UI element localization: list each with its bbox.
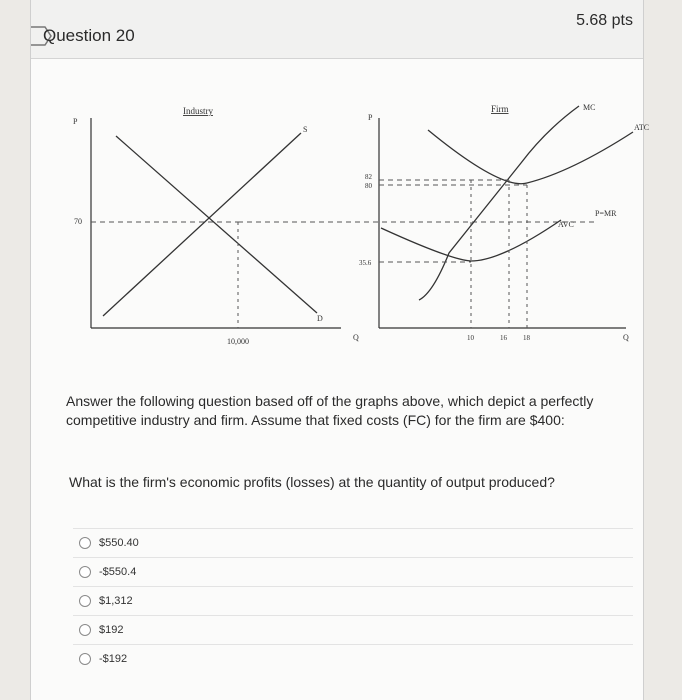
demand-label: D bbox=[317, 314, 323, 323]
q10-label: 10 bbox=[467, 334, 474, 342]
mc-curve bbox=[419, 106, 579, 300]
answer-label: $550.40 bbox=[99, 537, 139, 549]
industry-graph bbox=[73, 106, 359, 346]
industry-price-label: 70 bbox=[74, 217, 82, 226]
answer-option-1[interactable] bbox=[73, 528, 633, 557]
q18-label: 18 bbox=[523, 334, 530, 342]
avc-label: AVC bbox=[558, 220, 574, 229]
answer-label: $192 bbox=[99, 624, 124, 636]
supply-label: S bbox=[303, 125, 308, 134]
firm-title: Firm bbox=[491, 104, 509, 114]
radio-button[interactable] bbox=[79, 595, 91, 607]
prompt-text: Answer the following question based off of the graphs above, which depict a perfectly competitive industry and firm. Assume that fixed costs (FC) for the firm are $400: bbox=[66, 393, 594, 428]
pmr-label: P=MR bbox=[595, 209, 617, 218]
mc-label: MC bbox=[583, 103, 596, 112]
answer-label: -$192 bbox=[99, 653, 128, 665]
radio-button[interactable] bbox=[79, 624, 91, 636]
question-header bbox=[31, 0, 643, 59]
radio-button[interactable] bbox=[79, 653, 91, 665]
industry-p-axis: P bbox=[73, 117, 78, 126]
answer-label: $1,312 bbox=[99, 595, 133, 607]
atc-curve bbox=[428, 130, 633, 184]
demand-curve bbox=[116, 136, 317, 313]
radio-button[interactable] bbox=[79, 566, 91, 578]
answer-option-5[interactable] bbox=[73, 644, 633, 673]
answer-list bbox=[73, 528, 633, 673]
question-title: Question 20 bbox=[43, 26, 135, 45]
price-356-label: 35.6 bbox=[359, 259, 372, 267]
answer-label: -$550.4 bbox=[99, 566, 137, 578]
q16-label: 16 bbox=[500, 334, 507, 342]
industry-quantity-label: 10,000 bbox=[227, 337, 249, 346]
answer-option-3[interactable] bbox=[73, 586, 633, 615]
answer-option-2[interactable] bbox=[73, 557, 633, 586]
question-points: 5.68 pts bbox=[576, 12, 633, 29]
firm-q-axis: Q bbox=[623, 333, 629, 342]
answer-option-4[interactable] bbox=[73, 615, 633, 644]
question-card bbox=[30, 0, 650, 700]
economics-figure bbox=[71, 88, 651, 368]
price-82-label: 82 bbox=[365, 173, 372, 181]
industry-q-axis: Q bbox=[353, 333, 359, 342]
atc-label: ATC bbox=[634, 123, 650, 132]
industry-title: Industry bbox=[183, 106, 213, 116]
price-80-label: 80 bbox=[365, 182, 372, 190]
question-text: What is the firm's economic profits (losses) at the quantity of output produced? bbox=[69, 474, 555, 490]
radio-button[interactable] bbox=[79, 537, 91, 549]
firm-p-axis: P bbox=[368, 113, 373, 122]
supply-curve bbox=[103, 133, 301, 316]
